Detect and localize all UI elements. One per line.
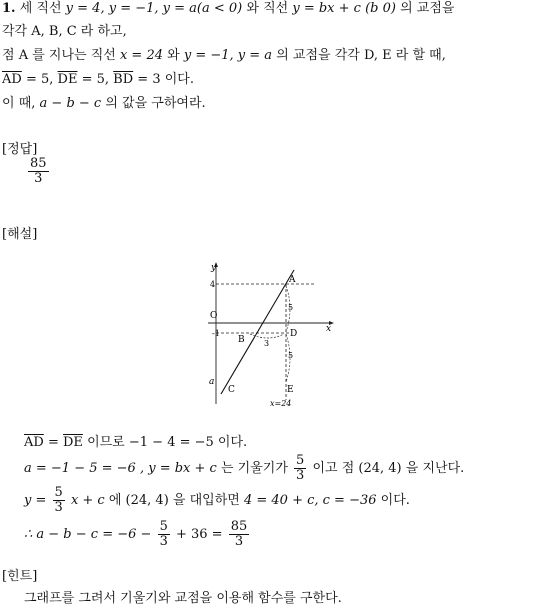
step-text: 에 (24, 4) 을 대입하면 xyxy=(108,493,240,508)
arc-bd xyxy=(250,334,284,338)
line-y-bx-c xyxy=(221,270,294,394)
result-fraction xyxy=(229,520,250,549)
equation: y = xyxy=(24,493,47,508)
answer-tag: [정답] xyxy=(2,142,38,157)
step-1 xyxy=(24,434,247,452)
explanation-tag: [해설] xyxy=(2,227,38,242)
fraction-denominator: 3 xyxy=(159,534,168,549)
step-text: 이다. xyxy=(380,493,410,508)
equation: y = −1, xyxy=(183,48,234,63)
x-24-label: x=24 xyxy=(270,399,292,408)
problem-text: 이 때, xyxy=(2,96,36,111)
fraction-denominator: 3 xyxy=(296,468,305,483)
equation: a − b − c xyxy=(39,96,102,111)
segment-de: $\overline{DE}$ xyxy=(63,435,83,450)
point-a-label: A xyxy=(289,275,296,285)
equation: y = −1, xyxy=(108,1,159,16)
point-c-label: C xyxy=(228,385,235,395)
problem-text: 의 교점을 xyxy=(400,1,455,16)
fraction xyxy=(158,520,170,549)
equation: y = 4, xyxy=(65,1,105,16)
equation: y = bx + c xyxy=(292,1,361,16)
tick-neg1: -1 xyxy=(212,329,220,338)
slope-fraction xyxy=(53,486,65,515)
step-3 xyxy=(24,486,410,515)
equation: y = bx + c xyxy=(148,461,217,476)
problem-line-1 xyxy=(2,0,454,18)
y-axis-label: y xyxy=(211,263,217,273)
step-text: 이고 점 (24, 4) 을 지난다. xyxy=(312,461,465,476)
problem-text: 와 xyxy=(167,48,180,63)
problem-line-5 xyxy=(2,95,206,113)
equation: y = a xyxy=(237,48,273,63)
point-b-label: B xyxy=(238,335,245,345)
fraction-numerator: 5 xyxy=(159,519,168,534)
problem-text: 각각 A, B, C 라 하고, xyxy=(2,24,127,39)
hint-text: 그래프를 그려서 기울기와 교점을 이용해 함수를 구한다. xyxy=(24,591,342,606)
problem-text: 의 교점을 각각 D, E 라 할 때, xyxy=(276,48,446,63)
equation: + 36 = xyxy=(175,527,223,542)
segment-ad: $\overline{AD}$ xyxy=(24,435,44,450)
step-4 xyxy=(24,520,251,549)
step-2 xyxy=(24,454,464,483)
slope-fraction xyxy=(294,454,306,483)
answer-value xyxy=(26,157,51,186)
fraction-numerator: 5 xyxy=(54,485,63,500)
fraction-numerator: 85 xyxy=(230,519,248,534)
len-bd-label: 3 xyxy=(264,339,270,348)
equation: x + c xyxy=(70,493,105,508)
explanation-graph xyxy=(190,258,350,410)
equation: 4 = 40 + c, c = −36 xyxy=(243,493,377,508)
step-text: 이므로 −1 − 4 = −5 이다. xyxy=(87,435,248,450)
problem-text: = 3 이다. xyxy=(137,72,194,87)
len-de-label: 5 xyxy=(288,351,294,360)
fraction-denominator: 3 xyxy=(234,534,244,549)
tick-a: a xyxy=(209,377,215,387)
problem-line-4 xyxy=(2,71,194,89)
problem-number: 1. xyxy=(2,1,16,16)
step-text: 는 기울기가 xyxy=(220,461,288,476)
equation: ∴ a − b − c = −6 − xyxy=(24,527,152,542)
problem-line-2 xyxy=(2,23,127,41)
point-e-label: E xyxy=(287,385,294,395)
problem-line-3 xyxy=(2,47,446,65)
problem-text: 점 A 를 지나는 직선 xyxy=(2,48,116,63)
problem-text: 세 직선 xyxy=(19,1,62,16)
problem-text: = 5, xyxy=(81,72,110,87)
equation: = xyxy=(47,435,59,450)
segment-bd: $\overline{BD}$ xyxy=(113,72,134,87)
problem-text: 의 값을 구하여라. xyxy=(105,96,206,111)
len-ad-label: 5 xyxy=(288,303,294,312)
answer-numerator: 85 xyxy=(30,156,47,171)
hint-tag: [힌트] xyxy=(2,569,38,584)
segment-ad: $\overline{AD}$ xyxy=(2,72,22,87)
equation: y = a(a < 0) xyxy=(162,1,243,16)
fraction-numerator: 5 xyxy=(296,453,305,468)
segment-de: $\overline{DE}$ xyxy=(57,72,78,87)
equation: a = −1 − 5 = −6 , xyxy=(24,461,145,476)
problem-text: = 5, xyxy=(25,72,54,87)
equation: x = 24 xyxy=(119,48,163,63)
origin-label: O xyxy=(210,311,218,321)
problem-text: 와 직선 xyxy=(246,1,289,16)
fraction-denominator: 3 xyxy=(54,500,63,515)
point-d-label: D xyxy=(290,329,298,339)
equation: (b 0) xyxy=(365,1,396,16)
tick-4: 4 xyxy=(210,280,216,289)
x-axis-label: x xyxy=(326,324,332,334)
answer-denominator: 3 xyxy=(34,171,43,186)
